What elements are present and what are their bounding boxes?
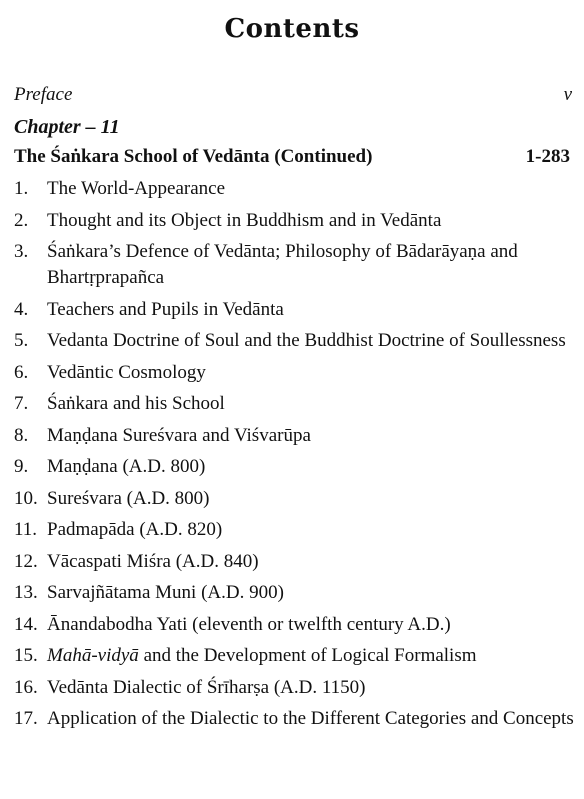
toc-item[interactable] — [14, 612, 574, 638]
toc-item[interactable] — [14, 549, 574, 575]
toc-item-title: The World-Appearance — [47, 178, 226, 199]
toc-item-number: 13. — [14, 582, 38, 603]
toc-item-number: 11. — [14, 519, 38, 540]
toc-item-title: Vedanta Doctrine of Soul and the Buddhist Doctrine of Soullessness — [47, 330, 566, 351]
toc-item-title: Ānandabodha Yati (eleventh or twelfth century A.D.) — [47, 613, 451, 635]
toc-item[interactable] — [14, 208, 574, 234]
toc-item-number: 15. — [14, 645, 38, 666]
toc-item[interactable] — [14, 517, 574, 543]
toc-item-number: 1. — [14, 178, 29, 199]
toc-item-number: 2. — [14, 209, 29, 231]
section-page-range: 1-283 — [525, 146, 570, 167]
toc-item-number: 12. — [14, 550, 38, 572]
toc-item-title: Maṇḍana (A.D. 800) — [47, 456, 206, 477]
toc-item-number: 8. — [14, 424, 29, 446]
preface-page-number: v — [563, 84, 572, 105]
toc-item-number: 7. — [14, 393, 29, 414]
toc-list — [14, 176, 574, 738]
toc-item-number: 9. — [14, 456, 29, 477]
toc-item[interactable] — [14, 675, 574, 701]
toc-item-number: 5. — [14, 330, 29, 351]
toc-item-number: 14. — [14, 613, 38, 635]
toc-item-title: Śaṅkara and his School — [47, 393, 225, 414]
page-title: Contents — [224, 14, 360, 44]
section-title: The Śaṅkara School of Vedānta (Continued) — [14, 146, 373, 167]
preface-entry[interactable] — [14, 84, 572, 106]
toc-item-title: Padmapāda (A.D. 820) — [47, 519, 223, 540]
toc-item-number: 3. — [14, 241, 29, 262]
chapter-heading: Chapter – 11 — [14, 116, 120, 138]
toc-item[interactable] — [14, 239, 574, 291]
toc-item[interactable] — [14, 297, 574, 323]
toc-item-number: 6. — [14, 361, 29, 383]
toc-item-title-rest: and the Development of Logical Formalism — [138, 645, 477, 666]
toc-item[interactable] — [14, 454, 574, 480]
toc-item-title-italic: Mahā-vidyā — [47, 645, 139, 666]
toc-item-title: Sureśvara (A.D. 800) — [47, 487, 210, 509]
toc-item-title: Vedānta Dialectic of Śrīharṣa (A.D. 1150) — [47, 676, 366, 698]
toc-item[interactable] — [14, 360, 574, 386]
toc-item[interactable] — [14, 176, 574, 202]
toc-item[interactable] — [14, 706, 574, 732]
section-entry[interactable] — [14, 146, 572, 168]
toc-item-title: Application of the Dialectic to the Different Categories and Concepts — [47, 708, 574, 729]
toc-item-title: Śaṅkara’s Defence of Vedānta; Philosophy of Bādarāyaṇa and Bhartṛprapañca — [47, 241, 518, 288]
toc-item-title: Thought and its Object in Buddhism and in Vedānta — [47, 209, 442, 231]
toc-item-number: 10. — [14, 487, 38, 509]
toc-item[interactable] — [14, 580, 574, 606]
toc-item-number: 17. — [14, 708, 38, 729]
toc-item[interactable] — [14, 486, 574, 512]
toc-item-title: Teachers and Pupils in Vedānta — [47, 298, 284, 320]
toc-item[interactable] — [14, 643, 574, 669]
toc-item-title: Vācaspati Miśra (A.D. 840) — [47, 550, 259, 572]
toc-item-title — [47, 643, 574, 669]
toc-item-number: 16. — [14, 676, 38, 698]
toc-item-title: Vedāntic Cosmology — [47, 361, 206, 383]
toc-item[interactable] — [14, 423, 574, 449]
toc-item-title: Sarvajñātama Muni (A.D. 900) — [47, 582, 284, 603]
toc-item[interactable] — [14, 328, 574, 354]
toc-item-title: Maṇḍana Sureśvara and Viśvarūpa — [47, 424, 311, 446]
toc-item[interactable] — [14, 391, 574, 417]
toc-item-number: 4. — [14, 298, 29, 320]
preface-label: Preface — [14, 84, 73, 105]
